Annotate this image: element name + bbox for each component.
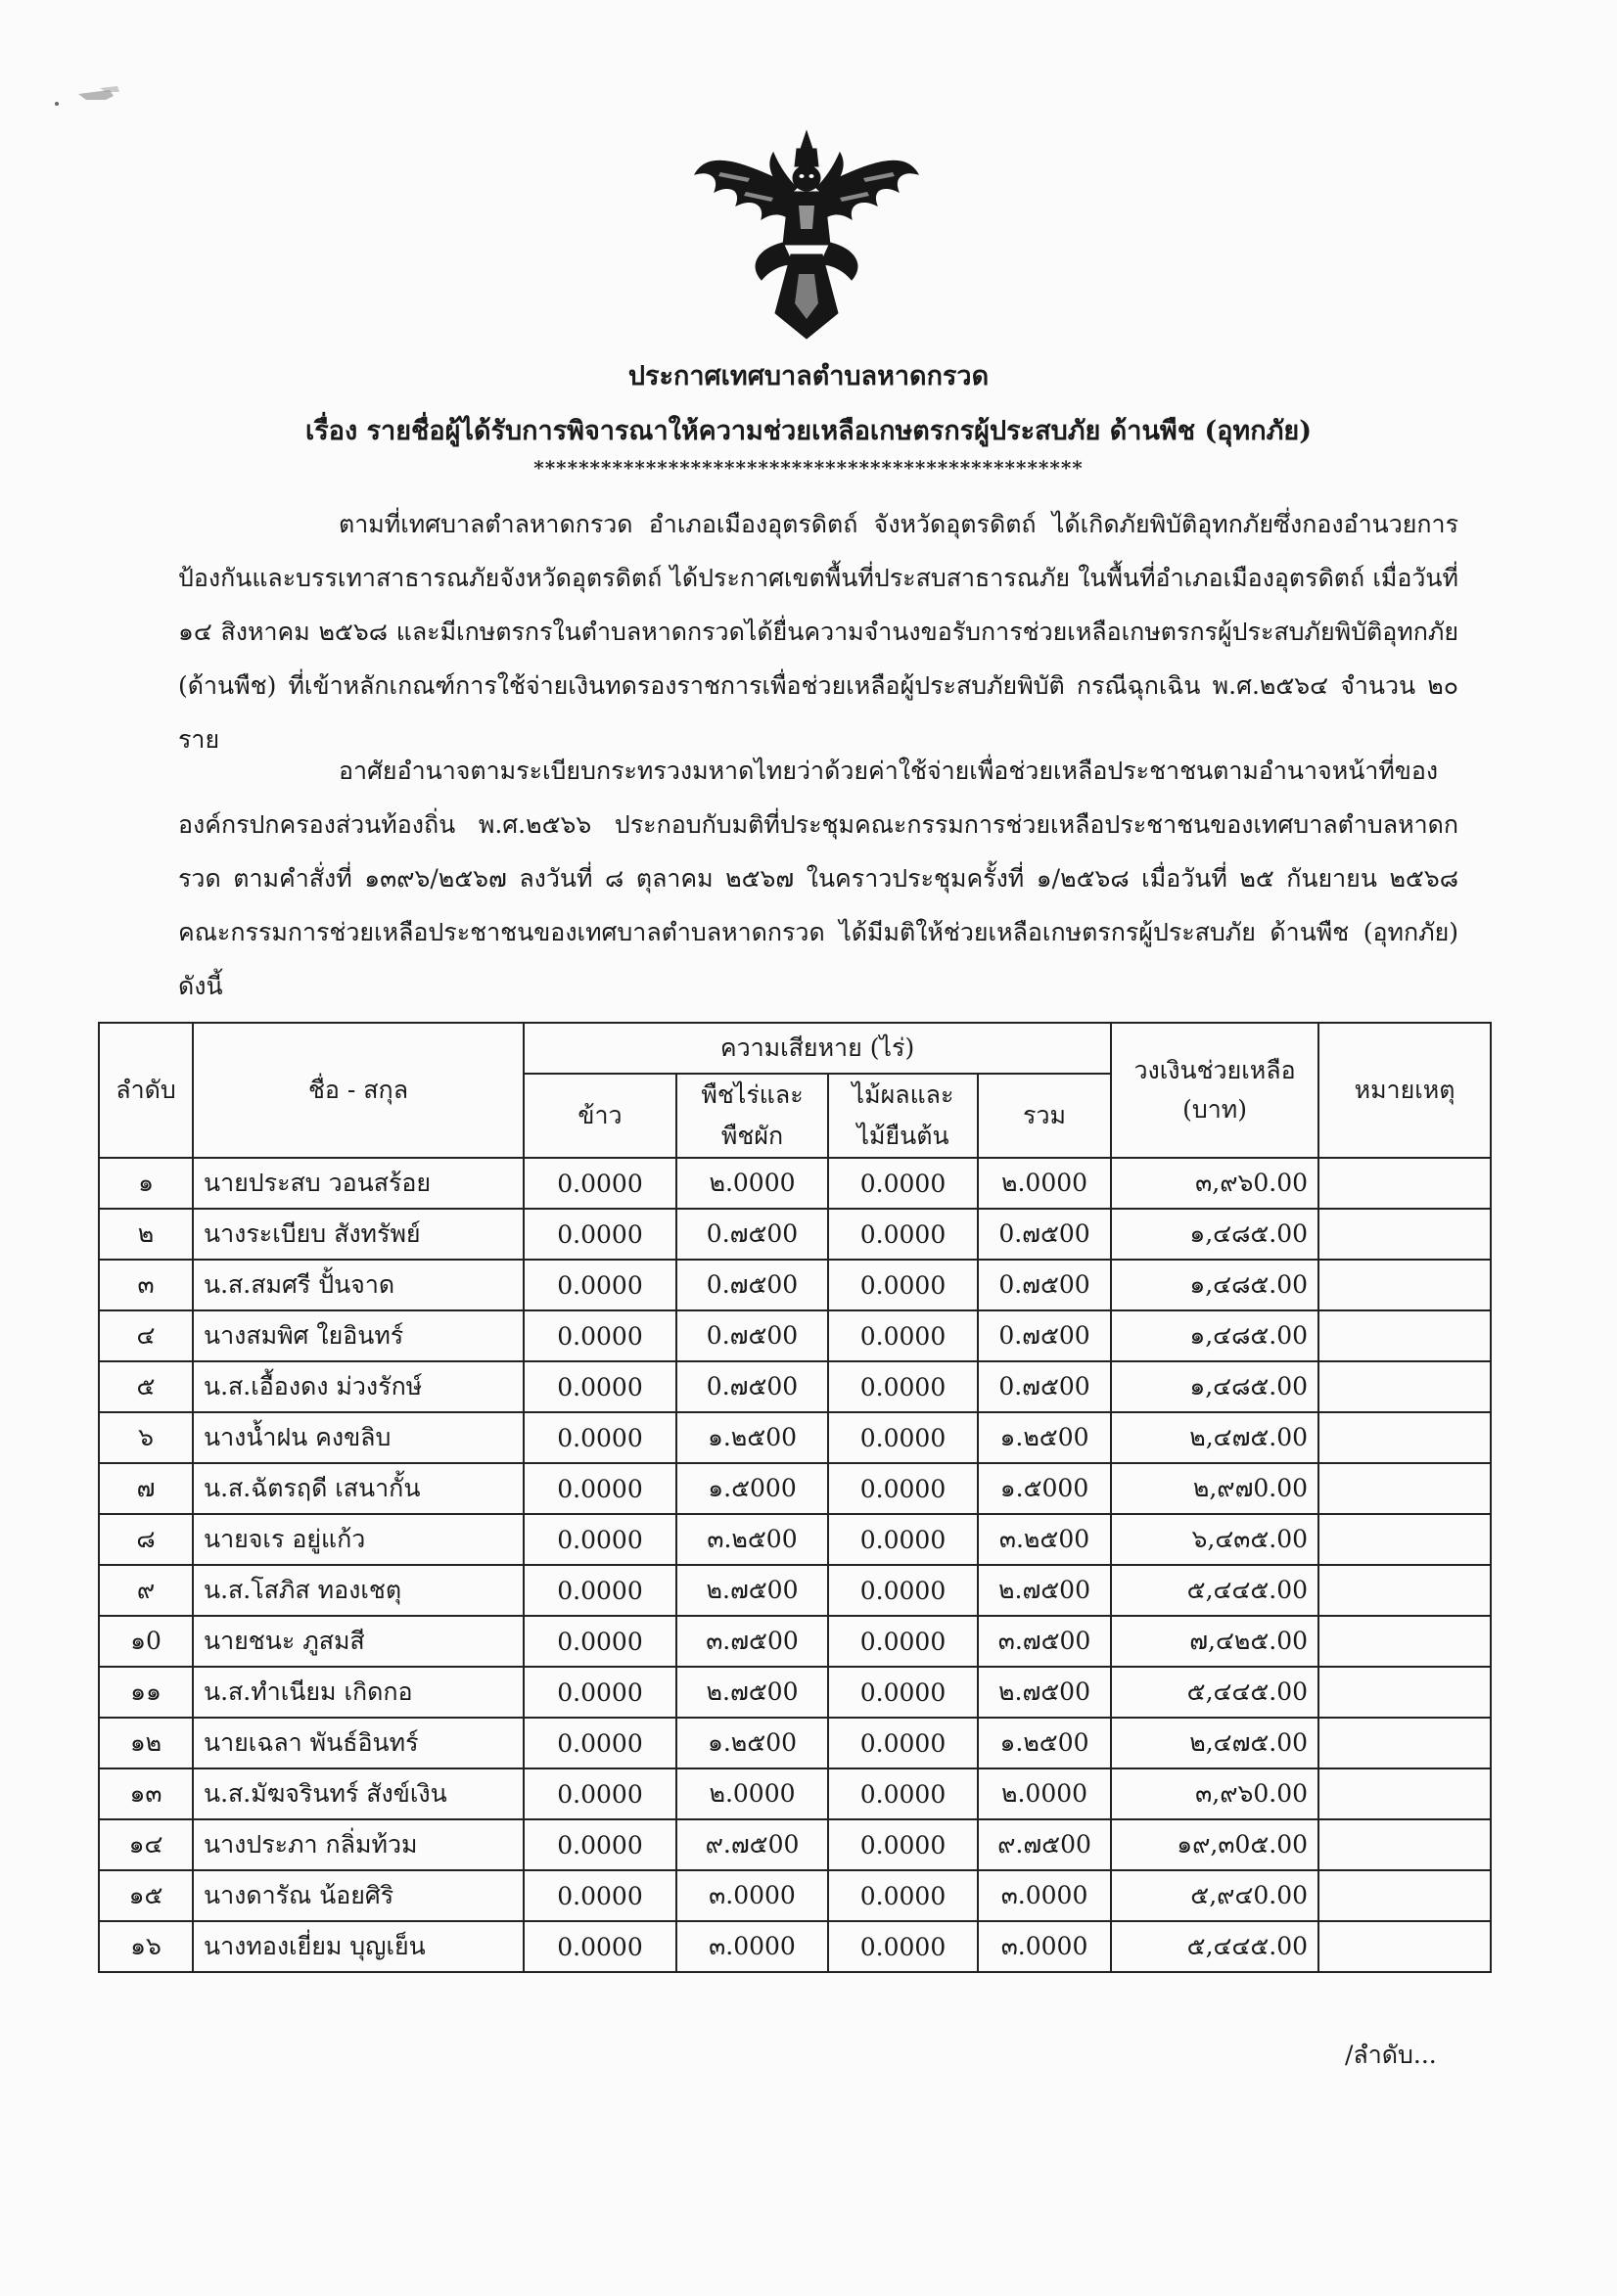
cell-fruit-trees: 0.0000: [828, 1209, 978, 1260]
cell-name: นายประสบ วอนสร้อย: [193, 1158, 524, 1209]
announcement-subject: เรื่อง รายชื่อผู้ได้รับการพิจารณาให้ความช่วยเหลือเกษตรกรผู้ประสบภัย ด้านพืช (อุทกภัย): [305, 416, 1312, 446]
cell-fruit-trees: 0.0000: [828, 1260, 978, 1310]
cell-fruit-trees: 0.0000: [828, 1616, 978, 1667]
cell-field-crops: 0.๗๕00: [676, 1361, 828, 1412]
cell-name: น.ส.มัฆจรินทร์ สังข์เงิน: [193, 1768, 524, 1819]
cell-name: น.ส.โสภิส ทองเชตุ: [193, 1565, 524, 1616]
cell-total: ๑.๕000: [978, 1463, 1111, 1514]
cell-field-crops: ๒.0000: [676, 1768, 828, 1819]
cell-field-crops: ๓.๗๕00: [676, 1616, 828, 1667]
cell-no: ๑๓: [99, 1768, 193, 1819]
header-remark: หมายเหตุ: [1318, 1023, 1491, 1158]
cell-name: นางสมพิศ ใยอินทร์: [193, 1310, 524, 1361]
cell-amount: ๕,๙๔0.00: [1111, 1870, 1318, 1921]
cell-name: นางทองเยี่ยม บุญเย็น: [193, 1921, 524, 1972]
cell-remark: [1318, 1819, 1491, 1870]
cell-field-crops: ๑.๒๕00: [676, 1412, 828, 1463]
cell-total: ๒.๗๕00: [978, 1565, 1111, 1616]
scan-mark: [49, 86, 127, 110]
cell-field-crops: ๓.0000: [676, 1921, 828, 1972]
cell-amount: ๕,๔๔๕.00: [1111, 1667, 1318, 1718]
cell-fruit-trees: 0.0000: [828, 1819, 978, 1870]
table-row: [99, 1870, 1491, 1921]
cell-amount: ๑,๔๘๕.00: [1111, 1260, 1318, 1310]
cell-total: ๙.๗๕00: [978, 1819, 1111, 1870]
table-row: [99, 1463, 1491, 1514]
table-row: [99, 1819, 1491, 1870]
table-row: [99, 1260, 1491, 1310]
cell-name: น.ส.ทำเนียม เกิดกอ: [193, 1667, 524, 1718]
cell-total: ๓.0000: [978, 1921, 1111, 1972]
cell-amount: ๒,๙๗0.00: [1111, 1463, 1318, 1514]
cell-remark: [1318, 1616, 1491, 1667]
cell-no: ๑๕: [99, 1870, 193, 1921]
cell-name: น.ส.สมศรี ปั้นจาด: [193, 1260, 524, 1310]
cell-amount: ๖,๔๓๕.00: [1111, 1514, 1318, 1565]
cell-rice: 0.0000: [524, 1616, 676, 1667]
cell-amount: ๑,๔๘๕.00: [1111, 1209, 1318, 1260]
cell-rice: 0.0000: [524, 1463, 676, 1514]
cell-field-crops: ๑.๕000: [676, 1463, 828, 1514]
cell-remark: [1318, 1718, 1491, 1768]
cell-amount: ๓,๙๖0.00: [1111, 1158, 1318, 1209]
cell-name: นายจเร อยู่แก้ว: [193, 1514, 524, 1565]
cell-no: ๓: [99, 1260, 193, 1310]
header-field-crops: พืชไร่และพืชผัก: [676, 1074, 828, 1158]
cell-name: นายเฉลา พันธ์อินทร์: [193, 1718, 524, 1768]
garuda-emblem-icon: [691, 127, 922, 343]
cell-amount: ๑๙,๓0๕.00: [1111, 1819, 1318, 1870]
table-row: [99, 1616, 1491, 1667]
cell-rice: 0.0000: [524, 1514, 676, 1565]
table-row: [99, 1768, 1491, 1819]
cell-remark: [1318, 1870, 1491, 1921]
header-amount: วงเงินช่วยเหลือ (บาท): [1111, 1023, 1318, 1158]
cell-fruit-trees: 0.0000: [828, 1158, 978, 1209]
body-paragraph-2: [178, 744, 1458, 1013]
cell-total: ๒.๗๕00: [978, 1667, 1111, 1718]
cell-amount: ๑,๔๘๕.00: [1111, 1310, 1318, 1361]
cell-rice: 0.0000: [524, 1921, 676, 1972]
header-fruit-trees: ไม้ผลและไม้ยืนต้น: [828, 1074, 978, 1158]
announcement-title: ประกาศเทศบาลตำบลหาดกรวด: [627, 361, 990, 391]
cell-fruit-trees: 0.0000: [828, 1870, 978, 1921]
table-body: [99, 1158, 1491, 1972]
cell-field-crops: ๑.๒๕00: [676, 1718, 828, 1768]
cell-remark: [1318, 1565, 1491, 1616]
cell-rice: 0.0000: [524, 1310, 676, 1361]
cell-amount: ๗,๔๒๕.00: [1111, 1616, 1318, 1667]
cell-remark: [1318, 1361, 1491, 1412]
cell-rice: 0.0000: [524, 1667, 676, 1718]
cell-field-crops: ๓.๒๕00: [676, 1514, 828, 1565]
cell-remark: [1318, 1463, 1491, 1514]
cell-fruit-trees: 0.0000: [828, 1361, 978, 1412]
cell-amount: ๒,๔๗๕.00: [1111, 1412, 1318, 1463]
cell-total: 0.๗๕00: [978, 1361, 1111, 1412]
cell-total: 0.๗๕00: [978, 1310, 1111, 1361]
cell-fruit-trees: 0.0000: [828, 1565, 978, 1616]
cell-no: ๗: [99, 1463, 193, 1514]
cell-remark: [1318, 1921, 1491, 1972]
table-row: [99, 1718, 1491, 1768]
body-paragraph-1: [178, 497, 1458, 766]
header-name: ชื่อ - สกุล: [193, 1023, 524, 1158]
table-row: [99, 1310, 1491, 1361]
cell-name: น.ส.เอื้องดง ม่วงรักษ์: [193, 1361, 524, 1412]
cell-field-crops: ๒.๗๕00: [676, 1565, 828, 1616]
cell-remark: [1318, 1768, 1491, 1819]
table-row: [99, 1514, 1491, 1565]
cell-name: นางประภา กลิ่มท้วม: [193, 1819, 524, 1870]
table-row: [99, 1565, 1491, 1616]
cell-no: ๙: [99, 1565, 193, 1616]
cell-amount: ๕,๔๔๕.00: [1111, 1565, 1318, 1616]
cell-rice: 0.0000: [524, 1565, 676, 1616]
cell-amount: ๑,๔๘๕.00: [1111, 1361, 1318, 1412]
header-damage: ความเสียหาย (ไร่): [524, 1023, 1111, 1074]
header-no: ลำดับ: [99, 1023, 193, 1158]
cell-total: ๑.๒๕00: [978, 1412, 1111, 1463]
table-header: [99, 1023, 1491, 1158]
cell-amount: ๕,๔๔๕.00: [1111, 1921, 1318, 1972]
cell-no: ๑๖: [99, 1921, 193, 1972]
title-separator: *************************************************: [533, 456, 1084, 480]
cell-remark: [1318, 1514, 1491, 1565]
cell-remark: [1318, 1667, 1491, 1718]
cell-name: น.ส.ฉัตรฤดี เสนากั้น: [193, 1463, 524, 1514]
header-total: รวม: [978, 1074, 1111, 1158]
cell-no: ๑๔: [99, 1819, 193, 1870]
cell-total: ๓.0000: [978, 1870, 1111, 1921]
cell-no: ๑0: [99, 1616, 193, 1667]
cell-no: ๘: [99, 1514, 193, 1565]
cell-remark: [1318, 1158, 1491, 1209]
cell-rice: 0.0000: [524, 1870, 676, 1921]
cell-rice: 0.0000: [524, 1361, 676, 1412]
cell-rice: 0.0000: [524, 1158, 676, 1209]
table-row: [99, 1158, 1491, 1209]
cell-fruit-trees: 0.0000: [828, 1667, 978, 1718]
cell-remark: [1318, 1260, 1491, 1310]
cell-rice: 0.0000: [524, 1209, 676, 1260]
cell-rice: 0.0000: [524, 1260, 676, 1310]
cell-fruit-trees: 0.0000: [828, 1514, 978, 1565]
table-row: [99, 1412, 1491, 1463]
cell-fruit-trees: 0.0000: [828, 1921, 978, 1972]
cell-rice: 0.0000: [524, 1718, 676, 1768]
cell-fruit-trees: 0.0000: [828, 1718, 978, 1768]
cell-name: นางดารัณ น้อยศิริ: [193, 1870, 524, 1921]
cell-name: นางน้ำฝน คงขลิบ: [193, 1412, 524, 1463]
cell-amount: ๓,๙๖0.00: [1111, 1768, 1318, 1819]
table-row: [99, 1667, 1491, 1718]
cell-no: ๕: [99, 1361, 193, 1412]
cell-no: ๖: [99, 1412, 193, 1463]
cell-field-crops: ๒.0000: [676, 1158, 828, 1209]
cell-total: ๒.0000: [978, 1768, 1111, 1819]
continuation-note: /ลำดับ...: [1345, 2041, 1437, 2069]
cell-total: ๒.0000: [978, 1158, 1111, 1209]
cell-fruit-trees: 0.0000: [828, 1463, 978, 1514]
cell-field-crops: ๒.๗๕00: [676, 1667, 828, 1718]
table-row: [99, 1209, 1491, 1260]
cell-no: ๑๒: [99, 1718, 193, 1768]
cell-fruit-trees: 0.0000: [828, 1768, 978, 1819]
cell-amount: ๒,๔๗๕.00: [1111, 1718, 1318, 1768]
paragraph-text: อาศัยอำนาจตามระเบียบกระทรวงมหาดไทยว่าด้วยค่าใช้จ่ายเพื่อช่วยเหลือประชาชนตามอำนาจหน้าที่ขององค์กรปกครองส่วนท้องถิ่น พ.ศ.๒๕๖๖ ประกอบกับมติที่ประชุมคณะกรรมการช่วยเหลือประชาชนของเทศบาลตำบลหาดกรวด ตามคำสั่งที่ ๑๓๙๖/๒๕๖๗ ลงวันที่ ๘ ตุลาคม ๒๕๖๗ ในคราวประชุมครั้งที่ ๑/๒๕๖๘ เมื่อวันที่ ๒๕ กันยายน ๒๕๖๘ คณะกรรมการช่วยเหลือประชาชนของเทศบาลตำบลหาดกรวด ได้มีมติให้ช่วยเหลือเกษตรกรผู้ประสบภัย ด้านพืช (อุทกภัย) ดังนี้: [178, 757, 1458, 1000]
paragraph-text: ตามที่เทศบาลตำลหาดกรวด อำเภอเมืองอุตรดิตถ์ จังหวัดอุตรดิตถ์ ได้เกิดภัยพิบัติอุทกภัยซึ่งกองอำนวยการป้องกันและบรรเทาสาธารณภัยจังหวัดอุตรดิตถ์ ได้ประกาศเขตพื้นที่ประสบสาธารณภัย ในพื้นที่อำเภอเมืองอุตรดิตถ์ เมื่อวันที่ ๑๔ สิงหาคม ๒๕๖๘ และมีเกษตรกรในตำบลหาดกรวดได้ยื่นความจำนงขอรับการช่วยเหลือเกษตรกรผู้ประสบภัยพิบัติอุทกภัย (ด้านพืช) ที่เข้าหลักเกณฑ์การใช้จ่ายเงินทดรองราชการเพื่อช่วยเหลือผู้ประสบภัยพิบัติ กรณีฉุกเฉิน พ.ศ.๒๕๖๔ จำนวน ๒๐ ราย: [178, 510, 1458, 754]
cell-rice: 0.0000: [524, 1819, 676, 1870]
cell-total: 0.๗๕00: [978, 1209, 1111, 1260]
table-row: [99, 1921, 1491, 1972]
cell-fruit-trees: 0.0000: [828, 1310, 978, 1361]
cell-field-crops: 0.๗๕00: [676, 1209, 828, 1260]
cell-no: ๔: [99, 1310, 193, 1361]
assistance-table: [98, 1022, 1492, 1973]
cell-total: 0.๗๕00: [978, 1260, 1111, 1310]
cell-field-crops: 0.๗๕00: [676, 1310, 828, 1361]
cell-remark: [1318, 1310, 1491, 1361]
cell-total: ๓.๒๕00: [978, 1514, 1111, 1565]
cell-rice: 0.0000: [524, 1768, 676, 1819]
table-row: [99, 1361, 1491, 1412]
cell-rice: 0.0000: [524, 1412, 676, 1463]
cell-no: ๒: [99, 1209, 193, 1260]
cell-total: ๑.๒๕00: [978, 1718, 1111, 1768]
cell-field-crops: ๓.0000: [676, 1870, 828, 1921]
cell-no: ๑๑: [99, 1667, 193, 1718]
cell-name: นางระเบียบ สังทรัพย์: [193, 1209, 524, 1260]
cell-total: ๓.๗๕00: [978, 1616, 1111, 1667]
cell-field-crops: 0.๗๕00: [676, 1260, 828, 1310]
cell-no: ๑: [99, 1158, 193, 1209]
header-rice: ข้าว: [524, 1074, 676, 1158]
cell-name: นายชนะ ภูสมสี: [193, 1616, 524, 1667]
cell-remark: [1318, 1209, 1491, 1260]
cell-field-crops: ๙.๗๕00: [676, 1819, 828, 1870]
cell-fruit-trees: 0.0000: [828, 1412, 978, 1463]
cell-remark: [1318, 1412, 1491, 1463]
